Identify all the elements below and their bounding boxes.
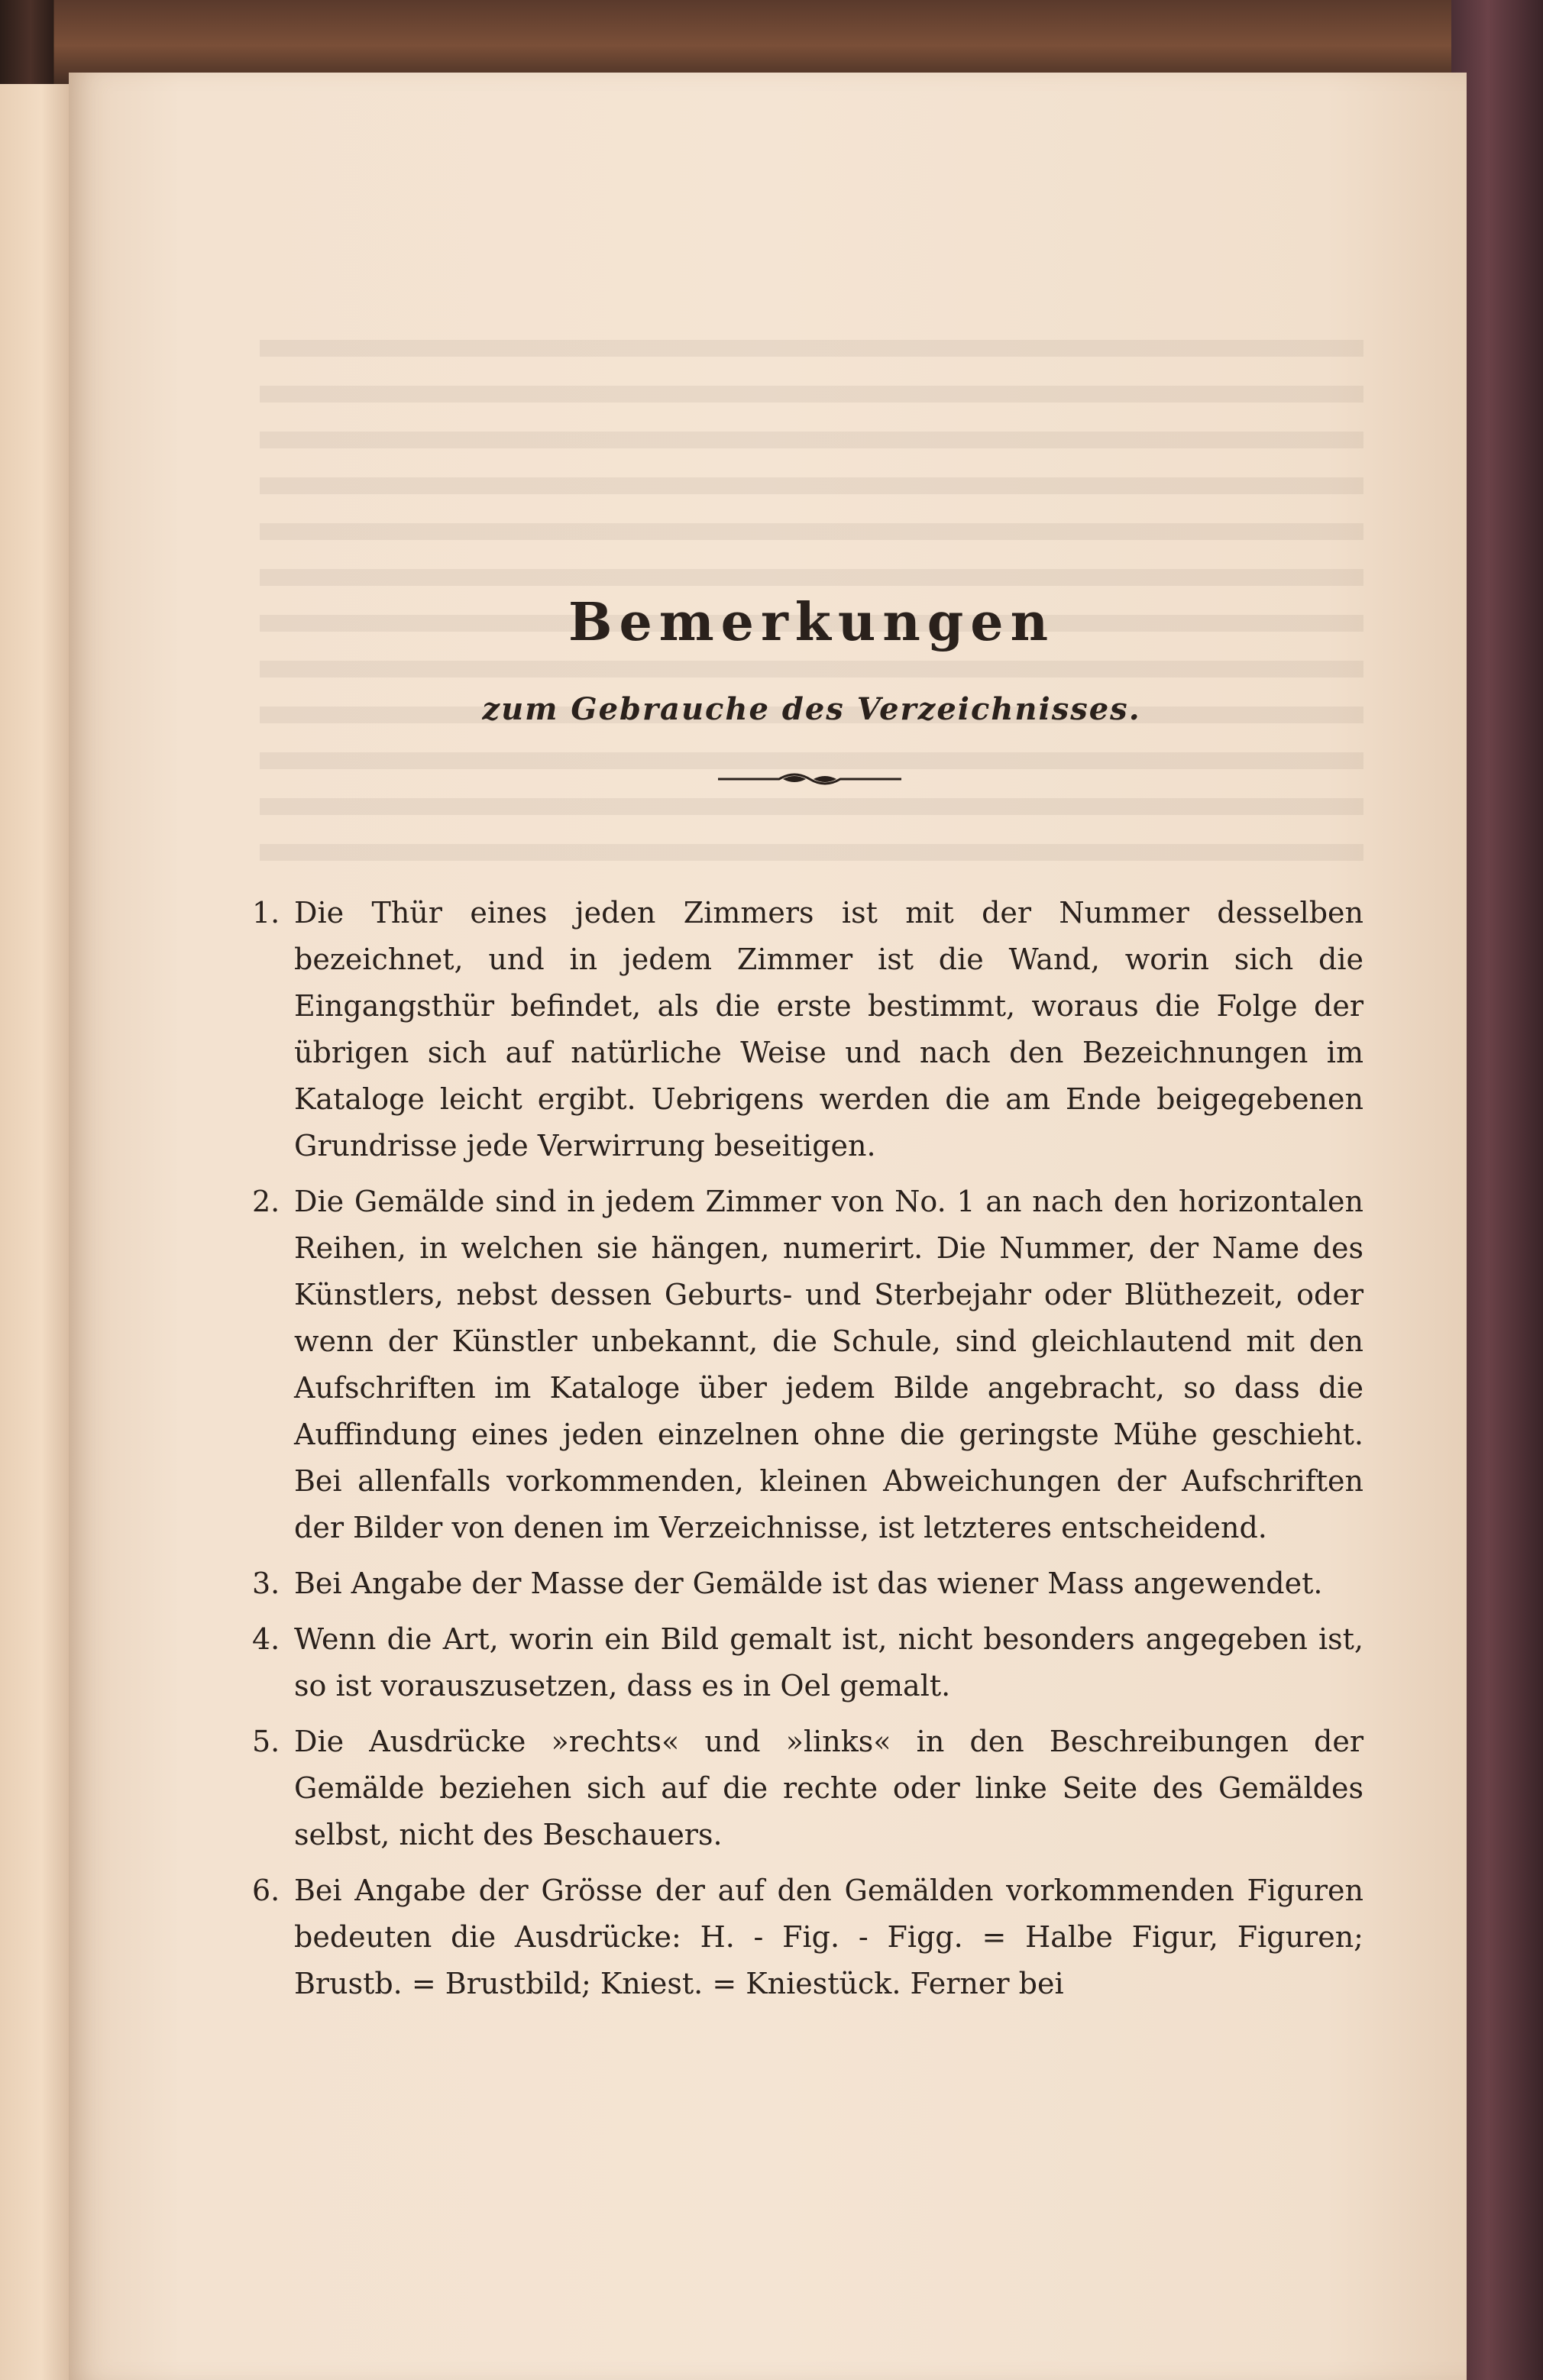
page-title: Bemerkungen [568,592,1056,653]
item-number: 5. [252,1725,280,1758]
facing-page-edge [0,84,69,2380]
item-text: Bei Angabe der Masse der Gemälde ist das wiener Mass angewendet. [294,1567,1323,1600]
item-text: Die Thür eines jeden Zimmers ist mit der Nummer desselben bezeichnet, und in jedem Zimmer ist die Wand, worin sich die Eingangsthür befindet, als die erste bestimmt, woraus die Folge der übrigen sich auf natürliche Weise und nach den Bezeichnungen im Kataloge leicht ergibt. Uebrigens werden die am Ende beigegebenen Grundrisse jede Verwirrung beseitigen. [294,896,1363,1163]
list-item [252,1560,1363,1607]
item-text: Bei Angabe der Grösse der auf den Gemälden vorkommenden Figuren bedeuten die Ausdrücke: H. - Fig. - Figg. = Halbe Figur, Figuren; Brustb. = Brustbild; Kniest. = Kniestück. Ferner bei [294,1874,1363,2000]
list-item [252,1867,1363,2007]
list-item [252,1616,1363,1709]
remarks-list [252,890,1363,2016]
item-text: Die Ausdrücke »rechts« und »links« in den Beschreibungen der Gemälde beziehen sich auf die rechte oder linke Seite des Gemäldes selbst, nicht des Beschauers. [294,1725,1363,1851]
book-page [69,73,1467,2380]
item-number: 3. [252,1567,280,1600]
list-item [252,890,1363,1169]
item-number: 4. [252,1622,280,1656]
list-item [252,1719,1363,1858]
item-number: 1. [252,896,280,930]
list-item [252,1179,1363,1551]
item-text: Die Gemälde sind in jedem Zimmer von No. 1 an nach den horizontalen Reihen, in welchen sie hängen, numerirt. Die Nummer, der Name des Künstlers, nebst dessen Geburts- und Sterbejahr oder Blüthezeit, oder wenn der Künstler unbekannt, die Schule, sind gleichlautend mit den Aufschriften im Kataloge über jedem Bilde angebracht, so dass die Auffindung eines jeden einzelnen ohne die geringste Mühe geschieht. Bei allenfalls vorkommenden, kleinen Abweichungen der Aufschriften der Bilder von denen im Verzeichnisse, ist letzteres entscheidend. [294,1185,1363,1544]
page-subtitle: zum Gebrauche des Verzeichnisses. [482,691,1141,727]
flourish-divider-icon [718,764,901,794]
item-number: 2. [252,1185,280,1218]
item-number: 6. [252,1874,280,1907]
item-text: Wenn die Art, worin ein Bild gemalt ist, nicht besonders angegeben ist, so ist vorauszusetzen, dass es in Oel gemalt. [294,1622,1363,1703]
